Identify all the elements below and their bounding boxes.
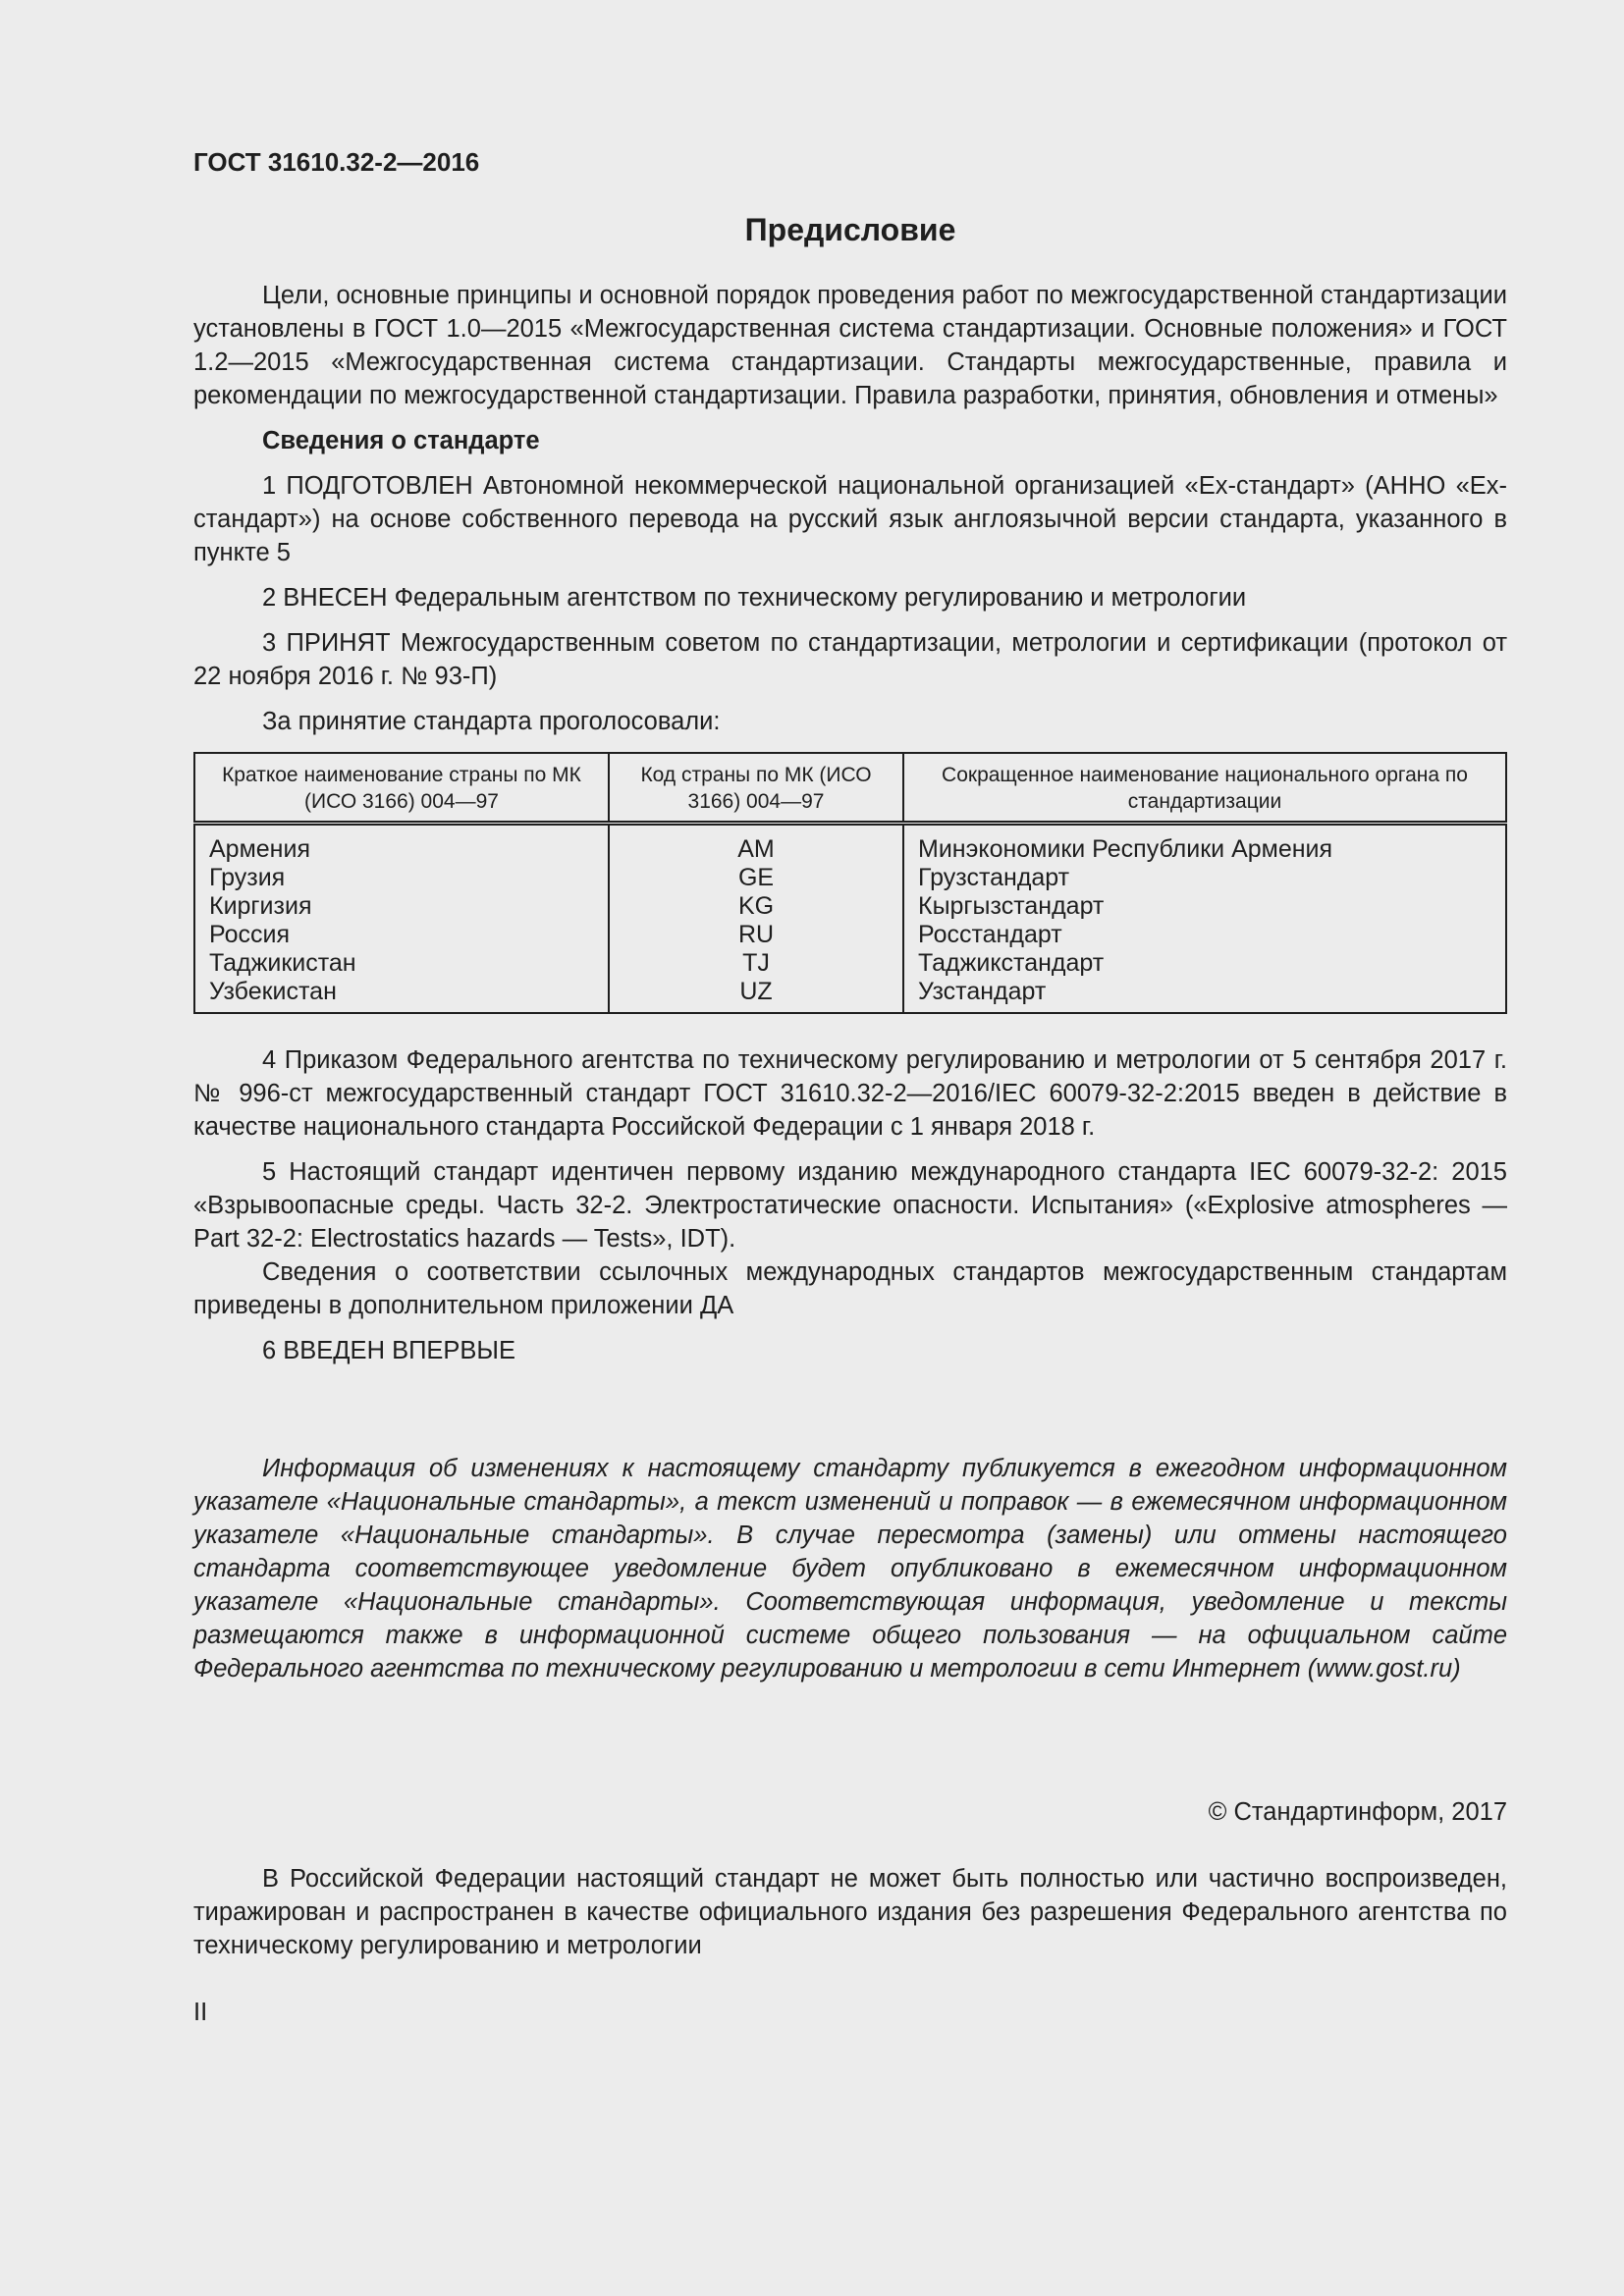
country-cell: Грузия <box>194 864 609 892</box>
code-cell: AM <box>609 824 903 865</box>
table-row <box>194 978 1506 1013</box>
rights-paragraph: В Российской Федерации настоящий стандарт не может быть полностью или частично воспроизведен, тиражирован и распространен в качестве официального издания без разрешения Федерального агентства по техническому регулированию и метрологии <box>193 1865 1507 1959</box>
item-6-paragraph: 6 ВВЕДЕН ВПЕРВЫЕ <box>262 1337 516 1364</box>
vote-intro: За принятие стандарта проголосовали: <box>262 708 721 735</box>
body-cell: Кыргызстандарт <box>903 892 1506 921</box>
item-5-extra-paragraph: Сведения о соответствии ссылочных международных стандартов межгосударственным стандартам приведены в дополнительном приложении ДА <box>193 1258 1507 1319</box>
page-number: II <box>193 1999 208 2026</box>
code-cell: RU <box>609 921 903 949</box>
code-cell: UZ <box>609 978 903 1013</box>
code-cell: GE <box>609 864 903 892</box>
table-header-row <box>194 753 1506 824</box>
item-5-paragraph: 5 Настоящий стандарт идентичен первому изданию международного стандарта IEC 60079-32-2: 2015 «Взрывоопасные среды. Часть 32-2. Электростатические опасности. Испытания» («Explosive atmospheres — Part 32-2: Electrostatics hazards — Tests», IDT). <box>193 1158 1507 1253</box>
country-cell: Армения <box>194 824 609 865</box>
item-4-paragraph: 4 Приказом Федерального агентства по техническому регулированию и метрологии от 5 сентября 2017 г. № 996-ст межгосударственный стандарт ГОСТ 31610.32-2—2016/IEC 60079-32-2:2015 введен в действие в качестве национального стандарта Российской Федерации с 1 января 2018 г. <box>193 1046 1507 1141</box>
code-cell: TJ <box>609 949 903 978</box>
country-cell: Таджикистан <box>194 949 609 978</box>
table-row <box>194 921 1506 949</box>
item-2-paragraph: 2 ВНЕСЕН Федеральным агентством по техническому регулированию и метрологии <box>262 584 1247 612</box>
table-row <box>194 892 1506 921</box>
item-1-paragraph: 1 ПОДГОТОВЛЕН Автономной некоммерческой национальной организацией «Ех-стандарт» (АННО «Ех-стандарт») на основе собственного перевода на русский язык англоязычной версии стандарта, указанного в пункте 5 <box>193 472 1507 566</box>
header-country: Краткое наименование страны по МК (ИСО 3166) 004—97 <box>194 753 609 824</box>
intro-paragraph: Цели, основные принципы и основной порядок проведения работ по межгосударственной стандартизации установлены в ГОСТ 1.0—2015 «Межгосударственная система стандартизации. Основные положения» и ГОСТ 1.2—2015 «Межгосударственная система стандартизации. Стандарты межгосударственные, правила и рекомендации по межгосударственной стандартизации. Правила разработки, принятия, обновления и отмены» <box>193 282 1507 409</box>
body-cell: Росстандарт <box>903 921 1506 949</box>
body-cell: Грузстандарт <box>903 864 1506 892</box>
country-cell: Россия <box>194 921 609 949</box>
document-code: ГОСТ 31610.32-2—2016 <box>193 147 480 177</box>
changes-notice: Информация об изменениях к настоящему стандарту публикуется в ежегодном информационном указателе «Национальные стандарты», а текст изменений и поправок — в ежемесячном информационном указателе «Национальные стандарты». В случае пересмотра (замены) или отмены настоящего стандарта соответствующее уведомление будет опубликовано в ежемесячном информационном указателе «Национальные стандарты». Соответствующая информация, уведомление и тексты размещаются также в информационной системе общего пользования — на официальном сайте Федерального агентства по техническому регулированию и метрологии в сети Интернет (www.gost.ru) <box>193 1455 1507 1682</box>
info-heading: Сведения о стандарте <box>262 427 540 454</box>
body-cell: Минэкономики Республики Армения <box>903 824 1506 865</box>
copyright-line: © Стандартинформ, 2017 <box>1208 1798 1507 1826</box>
table-row <box>194 864 1506 892</box>
body-cell: Узстандарт <box>903 978 1506 1013</box>
country-cell: Киргизия <box>194 892 609 921</box>
voters-table <box>193 752 1507 1014</box>
code-cell: KG <box>609 892 903 921</box>
document-page <box>193 145 1507 2029</box>
table-row <box>194 824 1506 865</box>
page-title: Предисловие <box>744 212 956 247</box>
body-cell: Таджикстандарт <box>903 949 1506 978</box>
header-body: Сокращенное наименование национального органа по стандартизации <box>903 753 1506 824</box>
country-cell: Узбекистан <box>194 978 609 1013</box>
item-3-paragraph: 3 ПРИНЯТ Межгосударственным советом по стандартизации, метрологии и сертификации (протокол от 22 ноября 2016 г. № 93-П) <box>193 629 1507 690</box>
table-row <box>194 949 1506 978</box>
header-code: Код страны по МК (ИСО 3166) 004—97 <box>609 753 903 824</box>
